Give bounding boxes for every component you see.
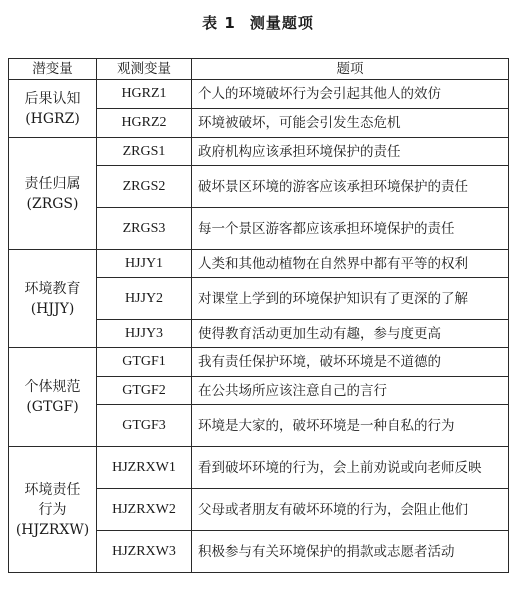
observed-variable-code: GTGF2 (97, 377, 192, 405)
observed-variable-code: ZRGS2 (97, 166, 192, 208)
item-text: 政府机构应该承担环境保护的责任 (192, 138, 509, 166)
header-latent-variable: 潜变量 (9, 59, 97, 80)
header-observed-variable: 观测变量 (97, 59, 192, 80)
observed-variable-code: HJJY3 (97, 320, 192, 348)
latent-variable-code: (GTGF) (26, 399, 79, 415)
latent-variable-name: 责任归属 (24, 175, 81, 192)
observed-variable-code: GTGF1 (97, 348, 192, 377)
measurement-items-table (8, 58, 509, 573)
table-row (9, 138, 509, 166)
item-text: 积极参与有关环境保护的捐款或志愿者活动 (192, 531, 509, 573)
observed-variable-code: HGRZ1 (97, 80, 192, 109)
observed-variable-code: ZRGS1 (97, 138, 192, 166)
observed-variable-code: ZRGS3 (97, 208, 192, 250)
item-text: 对课堂上学到的环境保护知识有了更深的了解 (192, 278, 509, 320)
item-text: 环境被破坏，可能会引发生态危机 (192, 109, 509, 138)
table-title: 测量题项 (249, 14, 314, 32)
observed-variable-code: HGRZ2 (97, 109, 192, 138)
observed-variable-code: GTGF3 (97, 405, 192, 447)
latent-variable-cell (9, 447, 97, 573)
latent-variable-name: 后果认知 (24, 90, 81, 107)
item-text: 看到破坏环境的行为，会上前劝说或向老师反映 (192, 447, 509, 489)
latent-variable-cell (9, 348, 97, 447)
item-text: 使得教育活动更加生动有趣，参与度更高 (192, 320, 509, 348)
observed-variable-code: HJJY1 (97, 250, 192, 278)
item-text: 人类和其他动植物在自然界中都有平等的权利 (192, 250, 509, 278)
table-caption (0, 12, 516, 33)
latent-variable-code: (HGRZ) (25, 110, 80, 127)
header-row (9, 59, 509, 80)
item-text: 每一个景区游客都应该承担环境保护的责任 (192, 208, 509, 250)
item-text: 破坏景区环境的游客应该承担环境保护的责任 (192, 166, 509, 208)
latent-variable-name: 环境教育 (24, 280, 81, 297)
table-row (9, 348, 509, 377)
item-text: 个人的环境破坏行为会引起其他人的效仿 (192, 80, 509, 109)
table-number: 表 1 (202, 14, 236, 32)
latent-variable-cell (9, 80, 97, 138)
latent-variable-cell (9, 250, 97, 348)
latent-variable-cell (9, 138, 97, 250)
latent-variable-code: (ZRGS) (26, 195, 79, 212)
header-item: 题项 (192, 59, 509, 80)
item-text: 在公共场所应该注意自己的言行 (192, 377, 509, 405)
table-row (9, 250, 509, 278)
observed-variable-code: HJZRXW1 (97, 447, 192, 489)
latent-variable-code: (HJJY) (30, 300, 75, 317)
item-text: 环境是大家的，破坏环境是一种自私的行为 (192, 405, 509, 447)
latent-variable-name: 个体规范 (24, 379, 81, 395)
table-row (9, 80, 509, 109)
latent-variable-name: 环境责任行为 (24, 481, 81, 518)
latent-variable-code: (HJZRXW) (15, 521, 90, 538)
item-text: 我有责任保护环境，破坏环境是不道德的 (192, 348, 509, 377)
observed-variable-code: HJJY2 (97, 278, 192, 320)
observed-variable-code: HJZRXW3 (97, 531, 192, 573)
table-row (9, 447, 509, 489)
item-text: 父母或者朋友有破坏环境的行为，会阻止他们 (192, 489, 509, 531)
observed-variable-code: HJZRXW2 (97, 489, 192, 531)
